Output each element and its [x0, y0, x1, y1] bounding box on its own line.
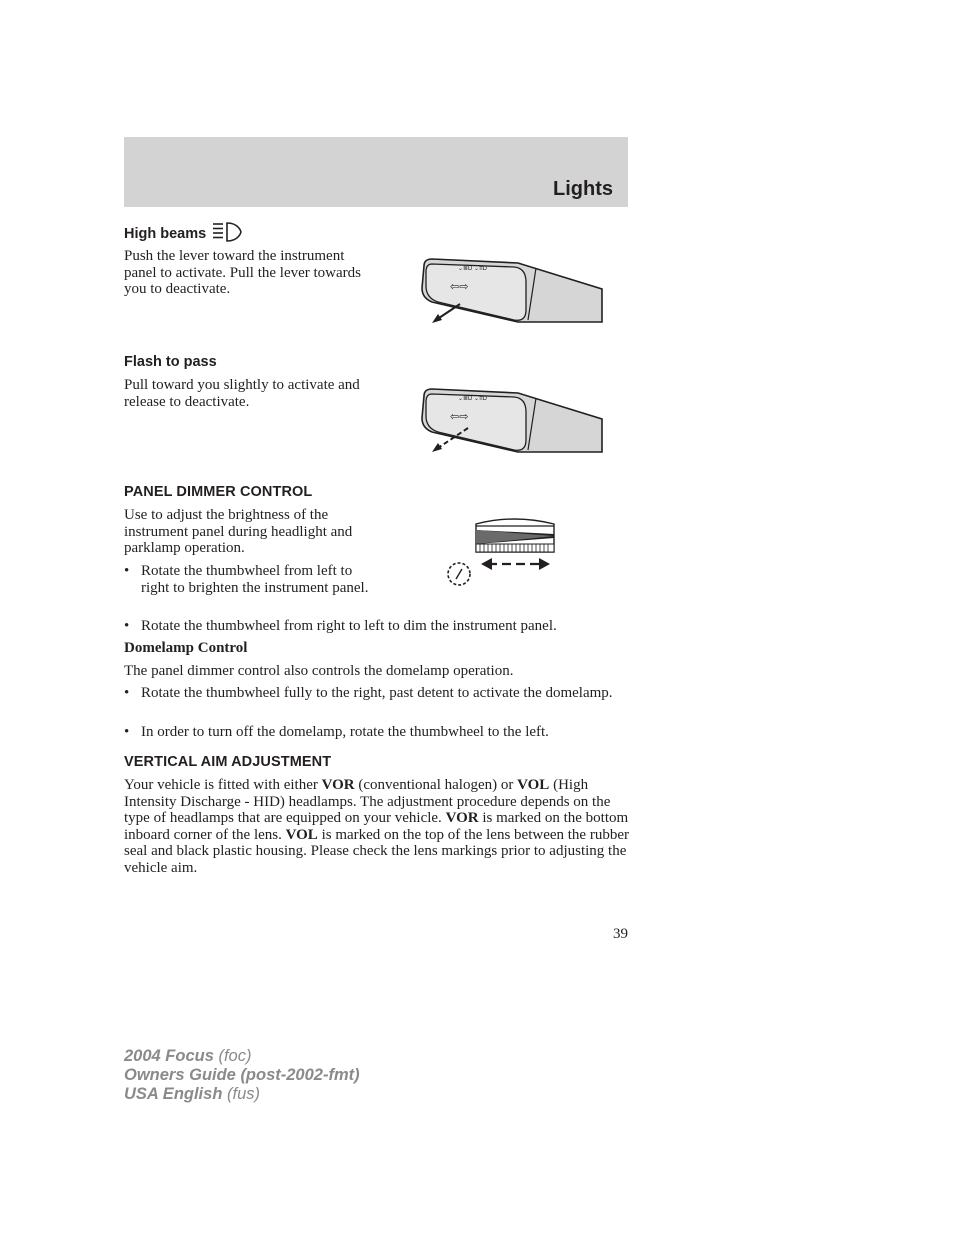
high-beams-heading-text: High beams	[124, 226, 207, 242]
bullet-dot: •	[124, 724, 130, 740]
vertical-aim-text-2: (conventional halogen) or	[354, 777, 518, 793]
svg-text:⇦⇨: ⇦⇨	[450, 280, 469, 293]
high-beams-heading	[124, 222, 244, 242]
bullet-text: Rotate the thumbwheel from left to right to brighten the instrument panel.	[141, 563, 369, 596]
domelamp-text: The panel dimmer control also controls the domelamp operation.	[124, 663, 514, 679]
panel-dimmer-bullet-1	[124, 563, 374, 596]
domelamp-heading: Domelamp Control	[124, 640, 248, 656]
panel-dimmer-heading: PANEL DIMMER CONTROL	[124, 484, 313, 500]
page-number: 39	[613, 926, 628, 942]
vol-term: VOL	[285, 826, 318, 843]
vertical-aim-text-4: is marked on the bottom inboard corner of the lens.	[124, 810, 629, 843]
footer-language: USA English	[124, 1085, 223, 1103]
bullet-text: In order to turn off the domelamp, rotate the thumbwheel to the left.	[141, 724, 549, 740]
footer-line-1	[124, 1047, 360, 1066]
svg-text:⌄≣D ⌄≡D: ⌄≣D ⌄≡D	[458, 396, 487, 402]
panel-dimmer-text: Use to adjust the brightness of the instrument panel during headlight and parklamp operation.	[124, 507, 353, 556]
bullet-dot: •	[124, 563, 130, 579]
footer-model-code: (foc)	[213, 1047, 252, 1065]
vor-term: VOR	[445, 810, 479, 826]
domelamp-bullet-2	[124, 724, 628, 741]
vol-term: VOL	[517, 777, 550, 793]
thumbwheel-illustration	[442, 514, 562, 590]
bullet-dot: •	[124, 685, 130, 701]
flash-to-pass-text: Pull toward you slightly to activate and release to deactivate.	[124, 377, 360, 410]
lever-illustration-high-beams	[418, 256, 608, 328]
section-title: Lights	[553, 178, 613, 200]
flash-to-pass-heading: Flash to pass	[124, 354, 217, 370]
bullet-text: Rotate the thumbwheel fully to the right, past detent to activate the domelamp.	[141, 685, 613, 701]
svg-text:⇦⇨: ⇦⇨	[450, 410, 469, 423]
section-header	[124, 137, 628, 207]
svg-text:⌄≣D ⌄≡D: ⌄≣D ⌄≡D	[458, 266, 487, 272]
vertical-aim-text-5: is marked on the top of the lens between the rubber seal and black plastic housing. Please check the lens markings prior to adjusting the vehicle aim.	[124, 826, 629, 876]
bullet-text: Rotate the thumbwheel from right to left to dim the instrument panel.	[141, 618, 557, 634]
domelamp-bullet-1	[124, 685, 628, 702]
document-footer	[124, 1047, 360, 1104]
lever-illustration-flash-to-pass	[418, 386, 608, 456]
footer-line-3	[124, 1085, 360, 1104]
vertical-aim-text-3: (High Intensity Discharge - HID) headlamps. The adjustment procedure depends on the type of headlamps that are equipped on your vehicle.	[124, 777, 611, 826]
footer-line-2: Owners Guide (post-2002-fmt)	[124, 1066, 360, 1084]
vertical-aim-text-1: Your vehicle is fitted with either	[124, 777, 322, 793]
vertical-aim-text	[124, 777, 629, 876]
high-beam-icon	[212, 222, 244, 242]
high-beams-text: Push the lever toward the instrument panel to activate. Pull the lever towards you to deactivate.	[124, 248, 362, 297]
bullet-dot: •	[124, 618, 130, 634]
panel-dimmer-bullet-2	[124, 618, 634, 635]
footer-language-code: (fus)	[222, 1085, 260, 1103]
vor-term: VOR	[321, 777, 355, 793]
footer-model: 2004 Focus	[124, 1047, 214, 1065]
vertical-aim-heading: VERTICAL AIM ADJUSTMENT	[124, 754, 332, 770]
